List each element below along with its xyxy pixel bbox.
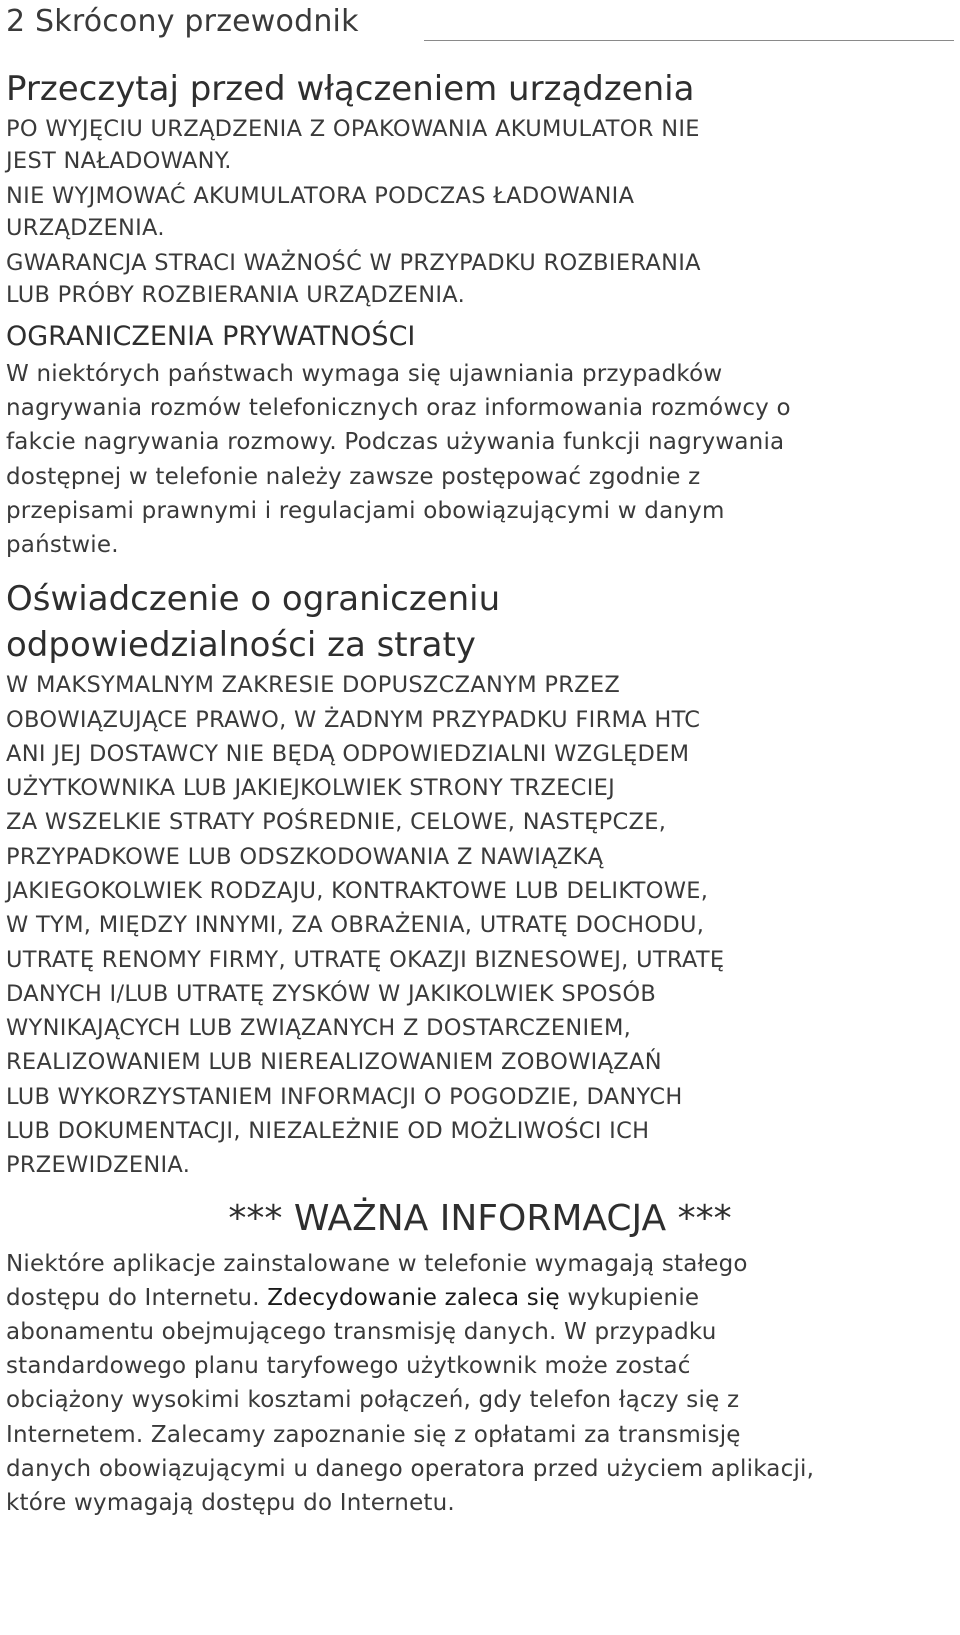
important-notice-section — [6, 1195, 954, 1521]
liability-line: LUB DOKUMENTACJI, NIEZALEŻNIE OD MOŻLIWOŚCI ICH — [6, 1118, 650, 1145]
notice-emphasis: Zdecydowanie zaleca się — [267, 1284, 560, 1311]
header-divider — [424, 40, 954, 41]
liability-line: UTRATĘ RENOMY FIRMY, UTRATĘ OKAZJI BIZNESOWEJ, UTRATĘ — [6, 946, 725, 973]
notice-text: dostępu do Internetu. — [6, 1284, 268, 1311]
battery-note-line: PO WYJĘCIU URZĄDZENIA Z OPAKOWANIA AKUMULATOR NIE — [6, 116, 700, 142]
privacy-title: OGRANICZENIA PRYWATNOŚCI — [6, 321, 416, 352]
privacy-line: państwie. — [6, 532, 119, 559]
liability-line: DANYCH I/LUB UTRATĘ ZYSKÓW W JAKIKOLWIEK SPOSÓB — [6, 980, 657, 1007]
battery-note-line: JEST NAŁADOWANY. — [6, 147, 232, 174]
privacy-line: W niektórych państwach wymaga się ujawniania przypadków — [6, 361, 723, 387]
liability-section — [6, 576, 954, 1182]
notice-line: Internetem. Zalecamy zapoznanie się z opłatami za transmisję — [6, 1421, 741, 1448]
liability-line: LUB WYKORZYSTANIEM INFORMACJI O POGODZIE, DANYCH — [6, 1083, 683, 1110]
liability-line: UŻYTKOWNIKA LUB JAKIEJKOLWIEK STRONY TRZECIEJ — [6, 775, 616, 802]
liability-line: W MAKSYMALNYM ZAKRESIE DOPUSZCZANYM PRZEZ — [6, 672, 621, 699]
liability-title-line: odpowiedzialności za straty — [6, 625, 476, 666]
page-header — [6, 0, 954, 44]
liability-line: REALIZOWANIEM LUB NIEREALIZOWANIEM ZOBOWIĄZAŃ — [6, 1049, 662, 1076]
notice-line: obciążony wysokimi kosztami połączeń, gdy telefon łączy się z — [6, 1387, 740, 1414]
privacy-section — [6, 319, 954, 562]
liability-line: WYNIKAJĄCYCH LUB ZWIĄZANYCH Z DOSTARCZENIEM, — [6, 1015, 632, 1042]
charging-note-line: URZĄDZENIA. — [6, 214, 165, 241]
warranty-note-line: LUB PRÓBY ROZBIERANIA URZĄDZENIA. — [6, 281, 466, 308]
liability-line: JAKIEGOKOLWIEK RODZAJU, KONTRAKTOWE LUB DELIKTOWE, — [6, 878, 709, 904]
liability-line: PRZYPADKOWE LUB ODSZKODOWANIA Z NAWIĄZKĄ — [6, 843, 604, 870]
warranty-note-line: GWARANCJA STRACI WAŻNOŚĆ W PRZYPADKU ROZBIERANIA — [6, 250, 701, 276]
privacy-line: fakcie nagrywania rozmowy. Podczas używania funkcji nagrywania — [6, 429, 785, 456]
notice-line — [6, 1281, 954, 1315]
liability-line: W TYM, MIĘDZY INNYMI, ZA OBRAŻENIA, UTRATĘ DOCHODU, — [6, 912, 705, 939]
liability-line: PRZEWIDZENIA. — [6, 1152, 191, 1179]
before-power-on-title: Przeczytaj przed włączeniem urządzenia — [6, 69, 695, 109]
liability-title-line: Oświadczenie o ograniczeniu — [6, 579, 501, 620]
privacy-line: dostępnej w telefonie należy zawsze postępować zgodnie z — [6, 463, 701, 490]
notice-line: standardowego planu taryfowego użytkownik może zostać — [6, 1353, 691, 1380]
charging-note-line: NIE WYJMOWAĆ AKUMULATORA PODCZAS ŁADOWANIA — [6, 183, 635, 209]
notice-line: abonamentu obejmującego transmisję danych. W przypadku — [6, 1319, 717, 1346]
liability-line: ANI JEJ DOSTAWCY NIE BĘDĄ ODPOWIEDZIALNI WZGLĘDEM — [6, 740, 690, 767]
privacy-line: nagrywania rozmów telefonicznych oraz informowania rozmówcy o — [6, 395, 791, 422]
manual-page — [6, 0, 954, 1520]
liability-line: OBOWIĄZUJĄCE PRAWO, W ŻADNYM PRZYPADKU FIRMA HTC — [6, 706, 701, 733]
notice-text: wykupienie — [559, 1284, 700, 1311]
notice-line: danych obowiązującymi u danego operatora przed użyciem aplikacji, — [6, 1455, 815, 1482]
important-notice-title: *** WAŻNA INFORMACJA *** — [228, 1197, 732, 1239]
section-label: 2 Skrócony przewodnik — [6, 4, 359, 39]
privacy-line: przepisami prawnymi i regulacjami obowiązującymi w danym — [6, 497, 725, 524]
before-power-on-section — [6, 66, 954, 311]
notice-line: Niektóre aplikacje zainstalowane w telefonie wymagają stałego — [6, 1250, 748, 1277]
liability-line: ZA WSZELKIE STRATY POŚREDNIE, CELOWE, NASTĘPCZE, — [6, 809, 667, 836]
notice-line: które wymagają dostępu do Internetu. — [6, 1490, 455, 1517]
